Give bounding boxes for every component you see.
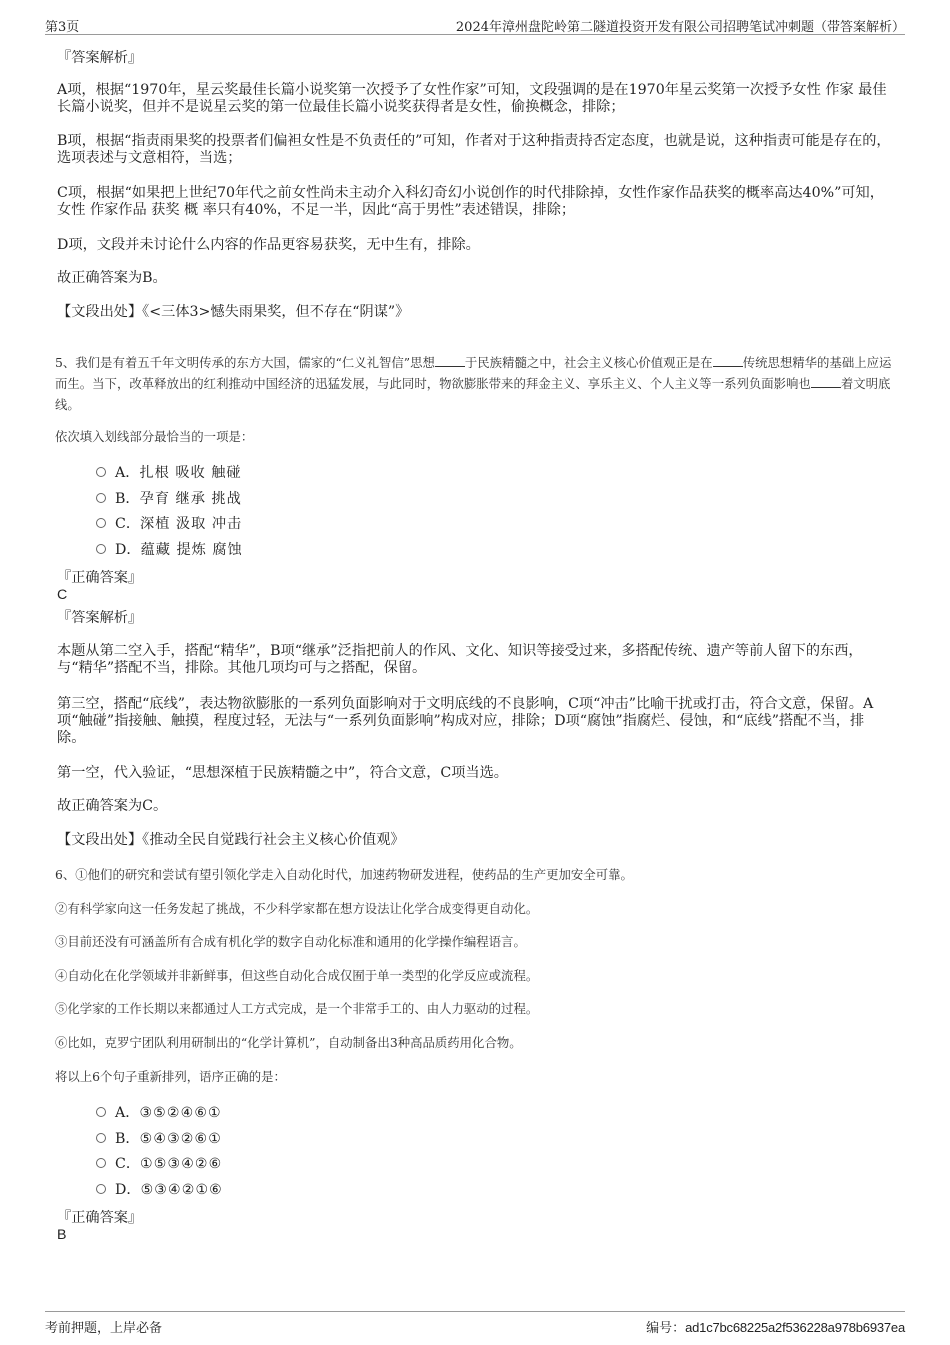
footer-slogan: 考前押题，上岸必备	[45, 1321, 163, 1336]
page-footer	[45, 1311, 905, 1334]
q5-analysis-p2: 第三空，搭配“底线”，表达物欲膨胀的一系列负面影响对于文明底线的不良影响，C项“冲击”比喻干扰或打击，符合文意，保留。A项“触碰”指接触、触摸，程度过轻，无法与“一系列负面影响”构成对应，排除；D项“腐蚀”指腐烂、侵蚀，和“底线”搭配不当，排除。	[57, 696, 874, 746]
q6-sentence-2: ②有科学家向这一任务发起了挑战，不少科学家都在想方设法让化学合成变得更自动化。	[55, 901, 539, 916]
q5-stem: 5、我们是有着五千年文明传承的东方大国，儒家的“仁义礼智信”思想 于民族精髓之中，社会主义核心价值观正是在 传统思想精华的基础上应运而生。当下，改革释放出的红利推动中国经济的迅猛发展，与此同时，物欲膨胀带来的拜金主义、享乐主义、个人主义等一系列负面影响也 着文明底线。	[55, 355, 892, 412]
q5-conclusion: 故正确答案为C。	[57, 798, 168, 814]
q5-analysis-label: 『答案解析』	[57, 610, 143, 626]
q5-prompt: 依次填入划线部分最恰当的一项是：	[55, 429, 254, 444]
q6-option-a[interactable]: A．③⑤②④⑥①	[96, 1104, 222, 1122]
q4-conclusion: 故正确答案为B。	[57, 270, 167, 286]
q5-option-c[interactable]: C．深植 汲取 冲击	[96, 515, 242, 533]
q6-sentence-3: ③目前还没有可涵盖所有合成有机化学的数字自动化标准和通用的化学操作编程语言。	[55, 934, 526, 949]
radio-icon[interactable]	[96, 544, 106, 554]
radio-icon[interactable]	[96, 1158, 106, 1168]
q6-option-b[interactable]: B．⑤④③②⑥①	[96, 1130, 222, 1148]
q4-source: 【文段出处】《<三体3>憾失雨果奖，但不存在“阴谋”》	[57, 304, 410, 320]
q4-analysis-a: A项，根据“1970年，星云奖最佳长篇小说奖第一次授予了女性作家”可知，文段强调的是在1970年星云奖第一次授予女性 作家 最佳长篇小说奖，但并不是说星云奖的第一位最佳长篇小说奖获得者是女性，偷换概念，排除；	[57, 82, 887, 115]
q6-sentence-1: 6、①他们的研究和尝试有望引领化学走入自动化时代，加速药物研发进程，使药品的生产更加安全可靠。	[55, 867, 633, 882]
radio-icon[interactable]	[96, 493, 106, 503]
q5-option-b[interactable]: B．孕育 继承 挑战	[96, 490, 242, 508]
q5-source: 【文段出处】《推动全民自觉践行社会主义核心价值观》	[57, 832, 405, 848]
q6-sentence-4: ④自动化在化学领域并非新鲜事，但这些自动化合成仅囿于单一类型的化学反应或流程。	[55, 968, 539, 983]
q4-analysis-b: B项，根据“指责雨果奖的投票者们偏袒女性是不负责任的”可知，作者对于这种指责持否定态度，也就是说，这种指责可能是存在的，选项表述与文意相符，当选；	[57, 133, 891, 166]
q4-analysis-d: D项，文段并未讨论什么内容的作品更容易获奖，无中生有，排除。	[57, 237, 480, 253]
radio-icon[interactable]	[96, 467, 106, 477]
fill-blank-2	[713, 355, 743, 367]
q6-option-c[interactable]: C．①⑤③④②⑥	[96, 1155, 222, 1173]
page-header	[45, 14, 905, 35]
q5-option-a[interactable]: A．扎根 吸收 触碰	[96, 464, 242, 482]
q6-sentence-5: ⑤化学家的工作长期以来都通过人工方式完成，是一个非常手工的、由人力驱动的过程。	[55, 1001, 539, 1016]
fill-blank-1	[435, 355, 465, 367]
q5-analysis-p1: 本题从第二空入手，搭配“精华”，B项“继承”泛指把前人的作风、文化、知识等接受过来，多搭配传统、遗产等前人留下的东西，与“精华”搭配不当，排除。其他几项均可与之搭配，保留。	[57, 643, 863, 676]
q6-option-d[interactable]: D．⑤③④②①⑥	[96, 1181, 223, 1199]
q6-answer-label: 『正确答案』	[57, 1210, 143, 1226]
document-code: 编号：ad1c7bc68225a2f536228a978b6937ea	[646, 1320, 905, 1336]
radio-icon[interactable]	[96, 518, 106, 528]
q5-analysis-p3: 第一空，代入验证，“思想深植于民族精髓之中”，符合文意，C项当选。	[57, 765, 508, 781]
radio-icon[interactable]	[96, 1133, 106, 1143]
q6-sentence-6: ⑥比如，克罗宁团队利用研制出的“化学计算机”，自动制备出3种高品质药用化合物。	[55, 1035, 522, 1050]
fill-blank-3	[811, 376, 841, 388]
q4-analysis-c: C项，根据“如果把上世纪70年代之前女性尚未主动介入科幻奇幻小说创作的时代排除掉，女性作家作品获奖的概率高达40%”可知，女性 作家作品 获奖 概 率只有40%，不足一半，因此“高于男性”表述错误，排除；	[57, 185, 884, 218]
q5-answer-label: 『正确答案』	[57, 570, 143, 586]
q6-answer: B	[57, 1227, 67, 1243]
q4-analysis-label: 『答案解析』	[57, 50, 143, 66]
q5-option-d[interactable]: D．蕴藏 提炼 腐蚀	[96, 541, 243, 559]
radio-icon[interactable]	[96, 1107, 106, 1117]
q5-answer: C	[57, 587, 68, 603]
q6-prompt: 将以上6个句子重新排列，语序正确的是：	[55, 1069, 286, 1084]
radio-icon[interactable]	[96, 1184, 106, 1194]
document-title: 2024年漳州盘陀岭第二隧道投资开发有限公司招聘笔试冲刺题（带答案解析）	[455, 20, 905, 35]
page-number: 第3页	[45, 20, 80, 35]
